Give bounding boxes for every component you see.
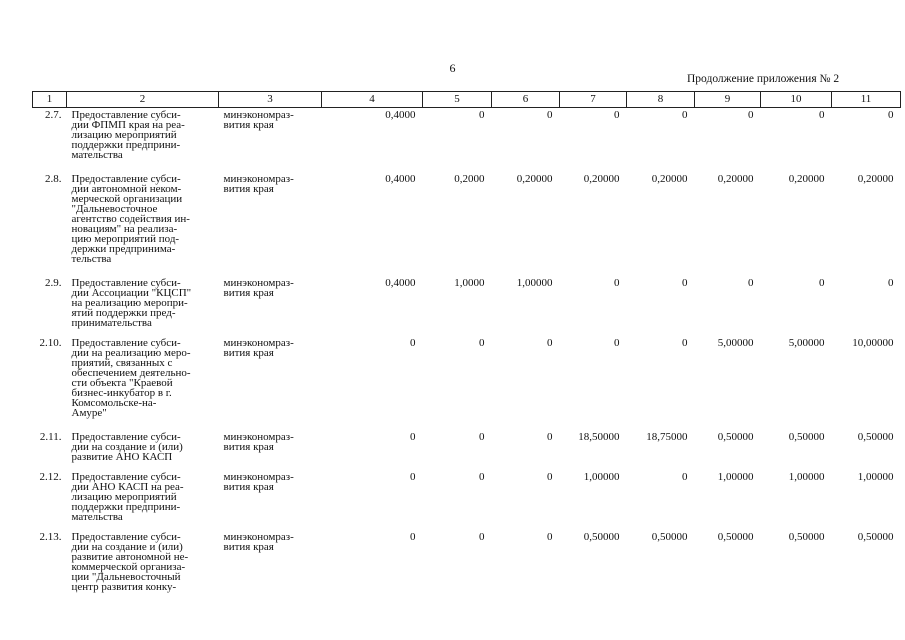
value-cell: 0: [682, 276, 688, 289]
value-cell: 0: [547, 530, 553, 543]
value-cell: 5,00000: [717, 336, 754, 349]
value-cell: 10,00000: [852, 336, 894, 349]
value-cell: 0: [614, 276, 620, 289]
value-cell: 5,00000: [788, 336, 825, 349]
row-index: 2.9.: [45, 276, 62, 289]
value-cell: 1,00000: [516, 276, 553, 289]
value-cell: 1,00000: [717, 470, 754, 483]
header-cell: 11: [832, 92, 901, 108]
row-description: Предоставление субси- дии на создание и (или) развитие АНО КАСП: [71, 430, 183, 463]
header-cell: 9: [695, 92, 761, 108]
row-description: Предоставление субси- дии автономной неком- мерческой организации "Дальневосточное агентство содействия ин- новациям" на реализа- цию мероприятий под- держки предпринима- тельства: [71, 172, 190, 265]
value-cell: 0,20000: [788, 172, 825, 185]
value-cell: 0,20000: [583, 172, 620, 185]
value-cell: 0,50000: [788, 530, 825, 543]
value-cell: 1,00000: [583, 470, 620, 483]
header-cell: 3: [219, 92, 322, 108]
value-cell: 0: [614, 336, 620, 349]
value-cell: 0: [547, 470, 553, 483]
row-executor: минэкономраз- вития края: [223, 470, 294, 493]
table-row: [33, 276, 901, 336]
value-cell: 0: [748, 109, 754, 121]
header-cell: 7: [560, 92, 627, 108]
value-cell: 0,50000: [651, 530, 688, 543]
page-number: 6: [449, 61, 456, 75]
value-cell: 0: [479, 336, 485, 349]
value-cell: 0: [888, 276, 894, 289]
continuation-note: Продолжение приложения № 2: [687, 73, 840, 85]
row-description: Предоставление субси- дии АНО КАСП на реа- лизацию мероприятий поддержки предприни- мательства: [71, 470, 184, 523]
value-cell: 0: [682, 336, 688, 349]
value-cell: 0,20000: [516, 172, 553, 185]
row-executor: минэкономраз- вития края: [223, 276, 294, 299]
value-cell: 0: [748, 276, 754, 289]
value-cell: 0,50000: [717, 430, 754, 443]
value-cell: 0,20000: [651, 172, 688, 185]
value-cell: 18,50000: [578, 430, 620, 443]
row-index: 2.11.: [39, 430, 62, 443]
table-row: [33, 470, 901, 530]
appendix-table: [32, 91, 901, 600]
table-row: [33, 336, 901, 430]
row-index: 2.10.: [39, 336, 62, 349]
header-cell: 2: [67, 92, 219, 108]
row-index: 2.7.: [45, 109, 62, 121]
row-index: 2.8.: [45, 172, 62, 185]
row-description: Предоставление субси- дии на реализацию меро- приятий, связанных с обеспечением деятельно- сти объекта "Краевой бизнес-инкубатор в г. Комсомольске-на- Амуре": [71, 336, 191, 419]
value-cell: 0: [410, 470, 416, 483]
value-cell: 0,20000: [857, 172, 894, 185]
row-description: Предоставление субси- дии на создание и (или) развитие автономной не- коммерческой организа- ции "Дальневосточный центр развития конку-: [71, 530, 189, 593]
value-cell: 0: [682, 109, 688, 121]
value-cell: 0,4000: [385, 172, 416, 185]
value-cell: 0: [819, 109, 825, 121]
table-body: [33, 108, 901, 600]
value-cell: 0,4000: [385, 109, 416, 121]
value-cell: 1,0000: [454, 276, 485, 289]
value-cell: 0,4000: [385, 276, 416, 289]
value-cell: 0: [410, 530, 416, 543]
row-index: 2.12.: [39, 470, 62, 483]
header-cell: 1: [33, 92, 67, 108]
value-cell: 0: [614, 109, 620, 121]
header-row: [33, 92, 901, 108]
row-executor: минэкономраз- вития края: [223, 430, 294, 453]
value-cell: 0,50000: [717, 530, 754, 543]
value-cell: 1,00000: [857, 470, 894, 483]
value-cell: 0: [410, 336, 416, 349]
value-cell: 0: [479, 470, 485, 483]
row-executor: минэкономраз- вития края: [223, 172, 294, 195]
value-cell: 0,2000: [454, 172, 485, 185]
table-row: [33, 108, 901, 172]
header-cell: 8: [627, 92, 695, 108]
value-cell: 0,50000: [788, 430, 825, 443]
value-cell: 0,50000: [857, 530, 894, 543]
row-description: Предоставление субси- дии ФПМП края на реа- лизацию мероприятий поддержки предприни- мательства: [71, 109, 185, 161]
header-cell: 10: [761, 92, 832, 108]
row-executor: минэкономраз- вития края: [223, 109, 294, 131]
header-cell: 6: [492, 92, 560, 108]
value-cell: 0: [888, 109, 894, 121]
value-cell: 0: [479, 109, 485, 121]
value-cell: 1,00000: [788, 470, 825, 483]
row-index: 2.13.: [39, 530, 62, 543]
table-row: [33, 172, 901, 276]
value-cell: 0,20000: [717, 172, 754, 185]
value-cell: 0,50000: [583, 530, 620, 543]
value-cell: 0: [479, 430, 485, 443]
value-cell: 0,50000: [857, 430, 894, 443]
value-cell: 0: [479, 530, 485, 543]
value-cell: 18,75000: [646, 430, 688, 443]
row-description: Предоставление субси- дии Ассоциации "КЦСП" на реализацию меропри- ятий поддержки пред- принимательства: [71, 276, 192, 329]
value-cell: 0: [547, 109, 553, 121]
row-executor: минэкономраз- вития края: [223, 530, 294, 553]
table-row: [33, 530, 901, 600]
value-cell: 0: [410, 430, 416, 443]
value-cell: 0: [547, 336, 553, 349]
value-cell: 0: [819, 276, 825, 289]
row-executor: минэкономраз- вития края: [223, 336, 294, 359]
table-row: [33, 430, 901, 470]
value-cell: 0: [682, 470, 688, 483]
header-cell: 4: [322, 92, 423, 108]
header-cell: 5: [423, 92, 492, 108]
table-header: [33, 92, 901, 108]
value-cell: 0: [547, 430, 553, 443]
